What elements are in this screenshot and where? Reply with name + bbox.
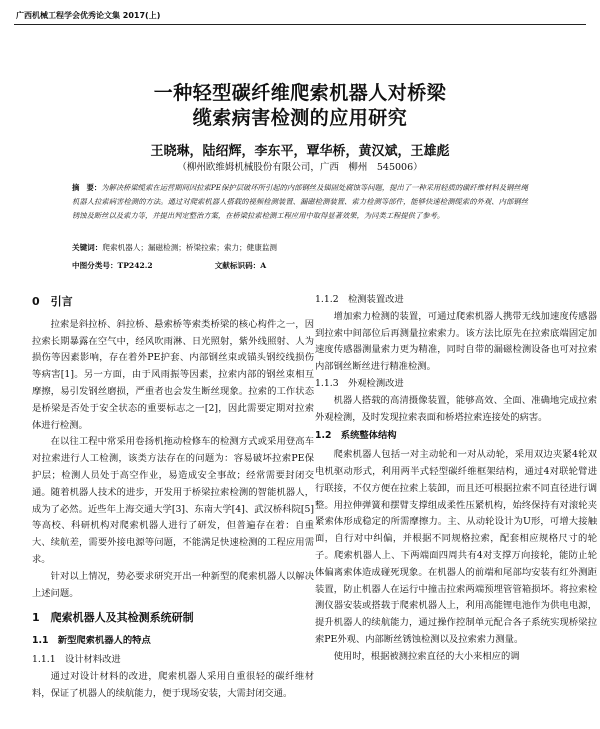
section-1-1-2-heading: 1.1.2 检测装置改进 (315, 294, 404, 305)
keywords-label: 关键词： (72, 243, 103, 252)
paragraph: 增加索力检测的装置，可通过爬索机器人携带无线加速度传感器到拉索中间部位后再测量拉索索力。该方法比原先在拉索底端固定加速度传感器测量索力更为精准，同时自带的漏磁检测设备也可对拉索内部钢丝断丝进行精准检测。 (315, 310, 597, 373)
section-0-heading: 0 引言 (32, 295, 73, 308)
section-1-1-1-heading: 1.1.1 设计材料改进 (32, 653, 121, 665)
paragraph: 拉索是斜拉桥、斜拉桥、悬索桥等索类桥梁的核心构件之一，因拉索长期暴露在空气中，经风吹雨淋、日光照射，紫外线照射、人为损伤等因素影响，存在着外PE护套、内部钢丝束或锚头钢绞线损伤等病害[1]。另一方面，由于风雨振等因素，拉索内部的钢丝束相互摩擦，易引发钢丝磨损，严重者也会发生断丝现象。拉索的工作状态是桥梁是否处于安全状态的重要标志之一[2]，因此需要定期对拉索体进行检测。 (32, 318, 314, 431)
keywords (72, 242, 528, 253)
title-line-2: 缆索病害检测的应用研究 (192, 107, 408, 129)
right-column (315, 292, 597, 666)
paragraph: 机器人搭载的高清摄像装置，能够高效、全面、准确地完成拉索外观检测，及时发现拉索表面和桥塔拉索连接处的病害。 (315, 394, 597, 423)
affiliation: （柳州欧维姆机械股份有限公司，广西 柳州 545006） (177, 162, 423, 173)
abstract-label: 摘 要： (72, 183, 102, 192)
section-1-heading: 1 爬索机器人及其检测系统研制 (32, 611, 194, 625)
paragraph: 爬索机器人包括一对主动轮和一对从动轮，采用双边夹紧4轮双电机驱动形式，利用两半式轻型碳纤维框架结构，通过4对联轮臂进行联接，不仅方便在拉索上装卸，而且还可根据拉索不同直径进行调整。用拉伸弹簧和摆臂支撑组成柔性压紧机构，始终保持有对滚轮夹紧索体形成稳定的所需摩擦力。主、从动轮设计为U形，可增大接触面，自行对中纠偏，并根据不同规格拉索，配套相应规格尺寸的轮子。爬索机器人上、下两端面四周共有4对支撑万向接轮，能防止轮体偏离索体造成碰死现象。在机器人的前端和尾部均安装有红外测距装置，防止机器人在运行中撞击拉索两端预埋管管箱损坏。将拉索检测仪器安装或搭载于爬索机器人上，利用高能锂电池作为供电电源，提升机器人的续航能力，通过操作控制单元配合各子系统实现桥梁拉索PE外观、内部断丝锈蚀检测以及拉索索力测量。 (315, 449, 597, 645)
paragraph: 在以往工程中常采用卷扬机拖动检修车的检测方式或采用登高车对拉索进行人工检测，该类方法存在的问题为：容易破坏拉索PE保护层；检测人员处于高空作业，易造成安全事故；经常需要封闭交通。随着机器人技术的进步，开发用于桥梁拉索检测的智能机器人，成为了必然。近些年上海交通大学[3]、东南大学[4]、武汉桥科院[5]等高校、科研机构对爬索机器人进行了研发，但普遍存在着：自重大、续航差，需要外接电源等问题，不能满足快速检测的工程应用需求。 (32, 436, 314, 565)
clc-number: 中图分类号：TP242.2 (72, 261, 153, 270)
section-1-1-3-heading: 1.1.3 外观检测改进 (315, 377, 404, 389)
document-code: 文献标识码：A (214, 261, 267, 270)
abstract (72, 181, 528, 223)
title-line-1: 一种轻型碳纤维爬索机器人对桥梁 (153, 82, 447, 104)
header-rule (14, 24, 586, 25)
section-1-1-heading: 1.1 新型爬索机器人的特点 (32, 635, 151, 647)
abstract-text: 为解决桥梁缆索在运营期间因拉索PE保护层破坏所引起的内部钢丝及锚固处腐蚀等问题，提出了一种采用轻质的碳纤维材料及钢丝绳机器人拉索病害检测的方法。通过对爬索机器人搭载的视频检测装置、漏磁检测装置、索力检测等部件，能够快速检测缆索的外观、内部钢丝锈蚀及断丝以及索力等，并提出判定整治方案，在桥梁拉索检测工程应用中取得显著效果，为同类工程提供了参考。 (72, 183, 529, 220)
section-1-2-heading: 1.2 系统整体结构 (315, 430, 397, 442)
author-list: 王晓琳，陆绍辉，李东平，覃华桥，黄汉斌，王雄彪 (150, 144, 450, 159)
classification (72, 260, 528, 271)
keywords-text: 爬索机器人；漏磁检测；桥梁拉索；索力；健康监测 (102, 243, 278, 252)
paragraph: 通过对设计材料的改进，爬索机器人采用自重很轻的碳纤维材料，保证了机器人的续航能力，便于现场安装，大需封闭交通。 (32, 670, 314, 699)
journal-header: 广西机械工程学会优秀论文集 2017(上) (16, 11, 161, 20)
paragraph: 使用时，根据被测拉索直径的大小来相应的调 (333, 650, 520, 662)
paragraph: 针对以上情况，势必要求研究开出一种新型的爬索机器人以解决上述问题。 (32, 570, 314, 599)
left-column (32, 292, 314, 702)
